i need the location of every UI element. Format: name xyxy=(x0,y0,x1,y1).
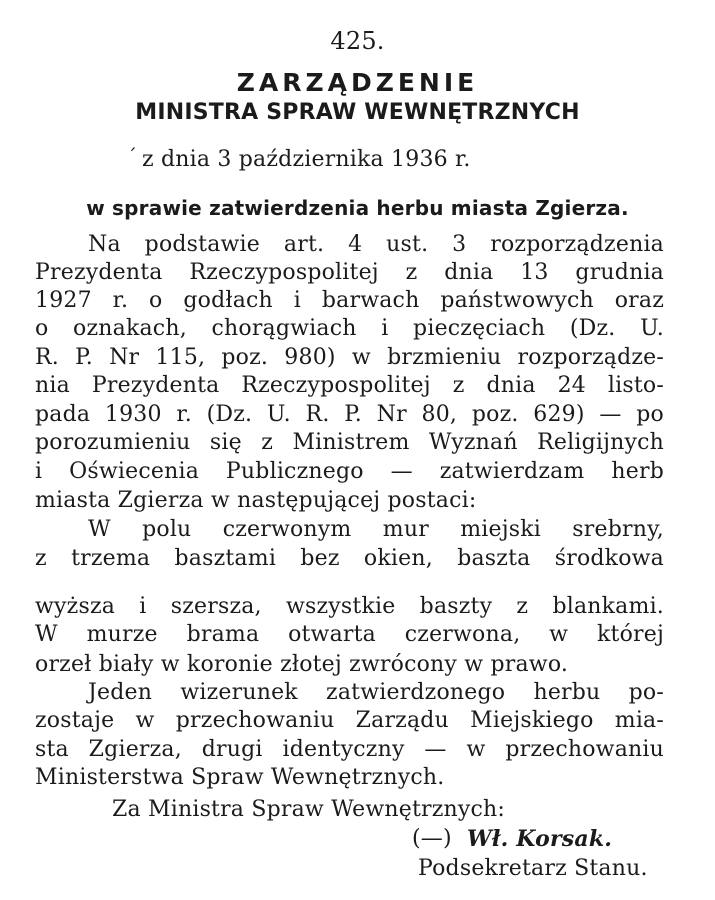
body-line: orzeł biały w koronie złotej zwrócony w prawo. xyxy=(35,652,569,677)
body-line: Jeden wizerunek zatwierdzonego herbu po- xyxy=(88,680,664,705)
body-line: porozumieniu się z Ministrem Wyznań Religijnych xyxy=(35,430,664,455)
body-line: nia Prezydenta Rzeczypospolitej z dnia 24 listo- xyxy=(35,373,664,398)
document-subtitle: MINISTRA SPRAW WEWNĘTRZNYCH xyxy=(135,100,580,125)
body-line: R. P. Nr 115, poz. 980) w brzmieniu rozporządze- xyxy=(35,345,664,370)
body-line: Prezydenta Rzeczypospolitej z dnia 13 grudnia xyxy=(35,260,664,285)
body-line: miasta Zgierza w następującej postaci: xyxy=(35,488,477,513)
body-line: W polu czerwonym mur miejski srebrny, xyxy=(88,517,664,542)
body-line: i Oświecenia Publicznego — zatwierdzam herb xyxy=(35,459,664,484)
document-date: z dnia 3 października 1936 r. xyxy=(142,147,471,172)
date-mark: ´ xyxy=(127,144,138,168)
body-line: Na podstawie art. 4 ust. 3 rozporządzenia xyxy=(88,232,664,257)
body-line: sta Zgierza, drugi identyczny — w przechowaniu xyxy=(35,737,664,762)
signature-name: Wł. Korsak. xyxy=(467,826,613,852)
body-line: z trzema basztami bez okien, baszta środkowa xyxy=(35,546,664,571)
body-line: W murze brama otwarta czerwona, w której xyxy=(35,622,664,647)
body-line: Ministerstwa Spraw Wewnętrznych. xyxy=(35,765,445,790)
body-line: pada 1930 r. (Dz. U. R. P. Nr 80, poz. 629) — po xyxy=(35,402,664,427)
signature-on-behalf: Za Ministra Spraw Wewnętrznych: xyxy=(112,797,506,822)
document-title: ZARZĄDZENIE xyxy=(236,68,479,97)
body-line: o oznakach, chorągwiach i pieczęciach (Dz. U. xyxy=(35,316,664,341)
body-line: 1927 r. o godłach i barwach państwowych oraz xyxy=(35,288,664,313)
signature-mark: (—) xyxy=(412,826,452,851)
signature-position: Podsekretarz Stanu. xyxy=(418,856,648,881)
body-line: zostaje w przechowaniu Zarządu Miejskiego mia- xyxy=(35,708,664,733)
body-line: wyższa i szersza, wszystkie baszty z blankami. xyxy=(35,594,664,619)
document-subject: w sprawie zatwierdzenia herbu miasta Zgierza. xyxy=(86,196,629,220)
page-number: 425. xyxy=(330,27,385,55)
